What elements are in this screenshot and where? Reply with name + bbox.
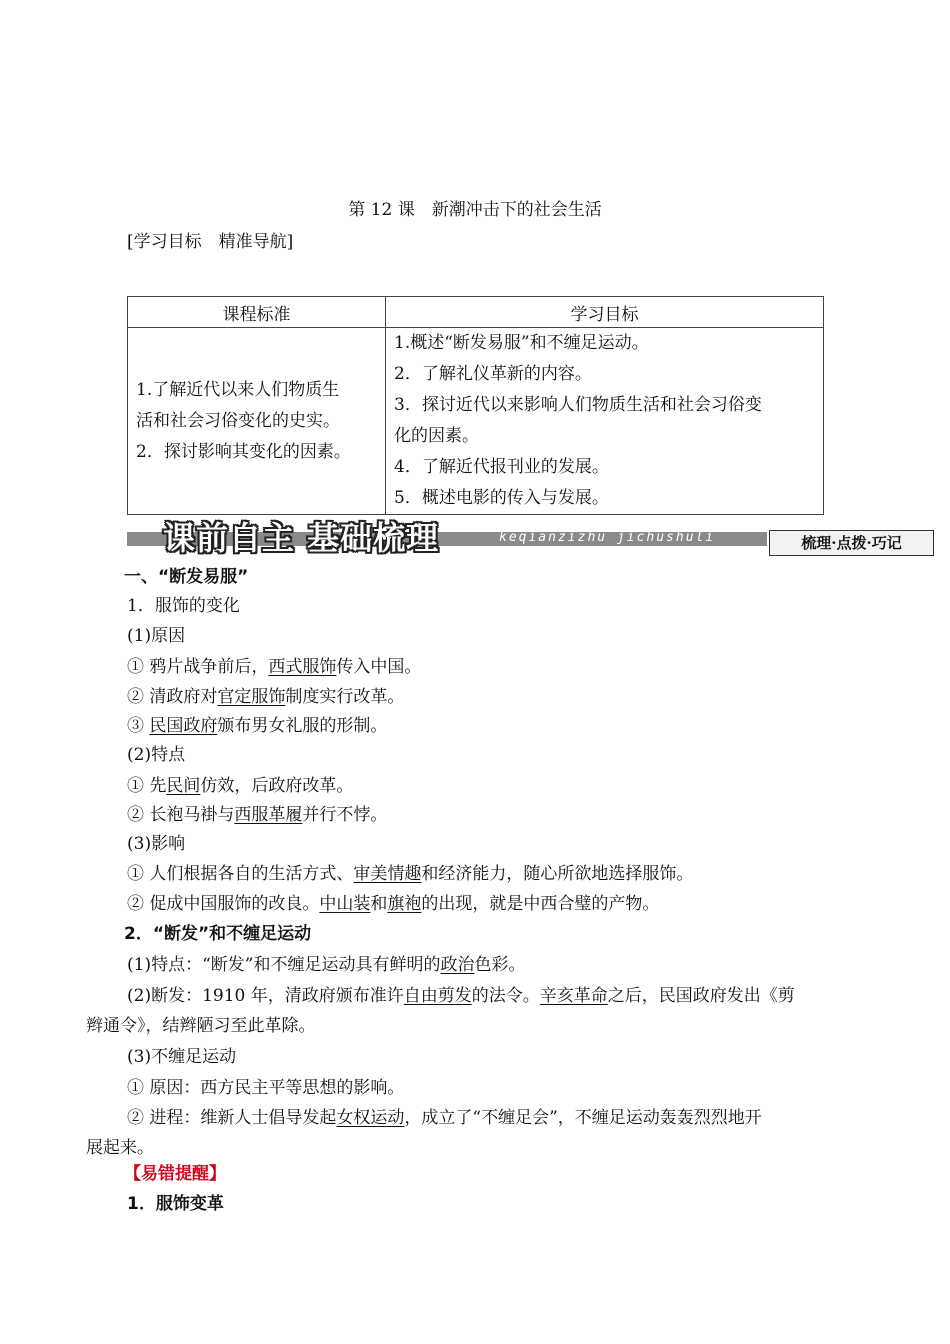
goal-line: 4．了解近代报刊业的发展。 [394, 457, 609, 477]
text-line: (1)特点：“断发”和不缠足运动具有鲜明的政治色彩。 [127, 955, 526, 975]
item-label: (3)不缠足运动 [127, 1047, 237, 1067]
tip-subheading: 1．服饰变革 [127, 1194, 224, 1214]
banner-title: 课前自主 基础梳理 [163, 519, 440, 557]
text-line: ② 清政府对官定服饰制度实行改革。 [127, 687, 405, 707]
standard-line: 活和社会习俗变化的史实。 [136, 410, 340, 431]
answer-blank: 自由剪发 [403, 986, 472, 1006]
text-line: ② 进程：维新人士倡导发起女权运动，成立了“不缠足会”，不缠足运动轰轰烈烈地开 [127, 1108, 762, 1128]
text-line: ② 长袍马褂与西服革履并行不悖。 [127, 805, 388, 825]
goal-line: 3．探讨近代以来影响人们物质生活和社会习俗变 [394, 395, 762, 415]
text-line: ③ 民国政府颁布男女礼服的形制。 [127, 716, 388, 736]
goals-table [127, 296, 824, 515]
item-label: (2)特点 [127, 745, 186, 765]
text-line: ① 人们根据各自的生活方式、审美情趣和经济能力，随心所欲地选择服饰。 [127, 864, 694, 884]
goals-cell [386, 328, 824, 515]
standard-line: 1.了解近代以来人们物质生 [136, 379, 340, 400]
subheading: 1．服饰的变化 [127, 596, 240, 616]
answer-blank: 西服革履 [234, 805, 303, 825]
section-banner [127, 518, 932, 558]
text-line: (2)断发：1910 年，清政府颁布准许自由剪发的法令。辛亥革命之后，民国政府发出《剪 [127, 986, 795, 1006]
answer-blank: 政治 [440, 955, 475, 975]
goal-line: 1.概述“断发易服”和不缠足运动。 [394, 333, 649, 353]
answer-blank: 官定服饰 [217, 687, 286, 707]
text-line: ② 促成中国服饰的改良。中山装和旗袍的出现，就是中西合璧的产物。 [127, 894, 660, 914]
answer-blank: 民间 [166, 776, 201, 796]
text-line: 展起来。 [86, 1138, 154, 1158]
goal-line: 5．概述电影的传入与发展。 [394, 488, 609, 508]
banner-pinyin: keqianzizhu jichushuli [499, 530, 716, 545]
banner-tagline: 梳理·点拨·巧记 [769, 530, 934, 556]
answer-blank: 旗袍 [387, 894, 422, 914]
answer-blank: 辛亥革命 [539, 986, 608, 1006]
item-label: (3)影响 [127, 834, 186, 854]
goal-line: 2．了解礼仪革新的内容。 [394, 364, 592, 384]
subheading-bold: 2．“断发”和不缠足运动 [124, 924, 312, 944]
answer-blank: 西式服饰 [268, 657, 337, 677]
table-header-standard: 课程标准 [128, 297, 386, 328]
page-title: 第 12 课 新潮冲击下的社会生活 [348, 200, 602, 220]
answer-blank: 民国政府 [149, 716, 218, 736]
standard-line: 2．探讨影响其变化的因素。 [136, 441, 351, 462]
section-nav-label: [学习目标 精准导航] [127, 232, 294, 252]
answer-blank: 中山装 [319, 894, 371, 914]
text-line: ① 先民间仿效，后政府改革。 [127, 776, 354, 796]
goal-line: 化的因素。 [394, 426, 479, 446]
tip-label: 【易错提醒】 [124, 1164, 226, 1184]
answer-blank: 女权运动 [336, 1108, 405, 1128]
text-line: ① 鸦片战争前后，西式服饰传入中国。 [127, 657, 422, 677]
answer-blank: 审美情趣 [353, 864, 422, 884]
text-line: 辫通令》，结辫陋习至此革除。 [86, 1016, 316, 1036]
text-line: ① 原因：西方民主平等思想的影响。 [127, 1078, 405, 1098]
standard-cell [128, 328, 386, 515]
table-header-goals: 学习目标 [386, 297, 824, 328]
item-label: (1)原因 [127, 626, 186, 646]
heading-1: 一、“断发易服” [124, 567, 249, 587]
